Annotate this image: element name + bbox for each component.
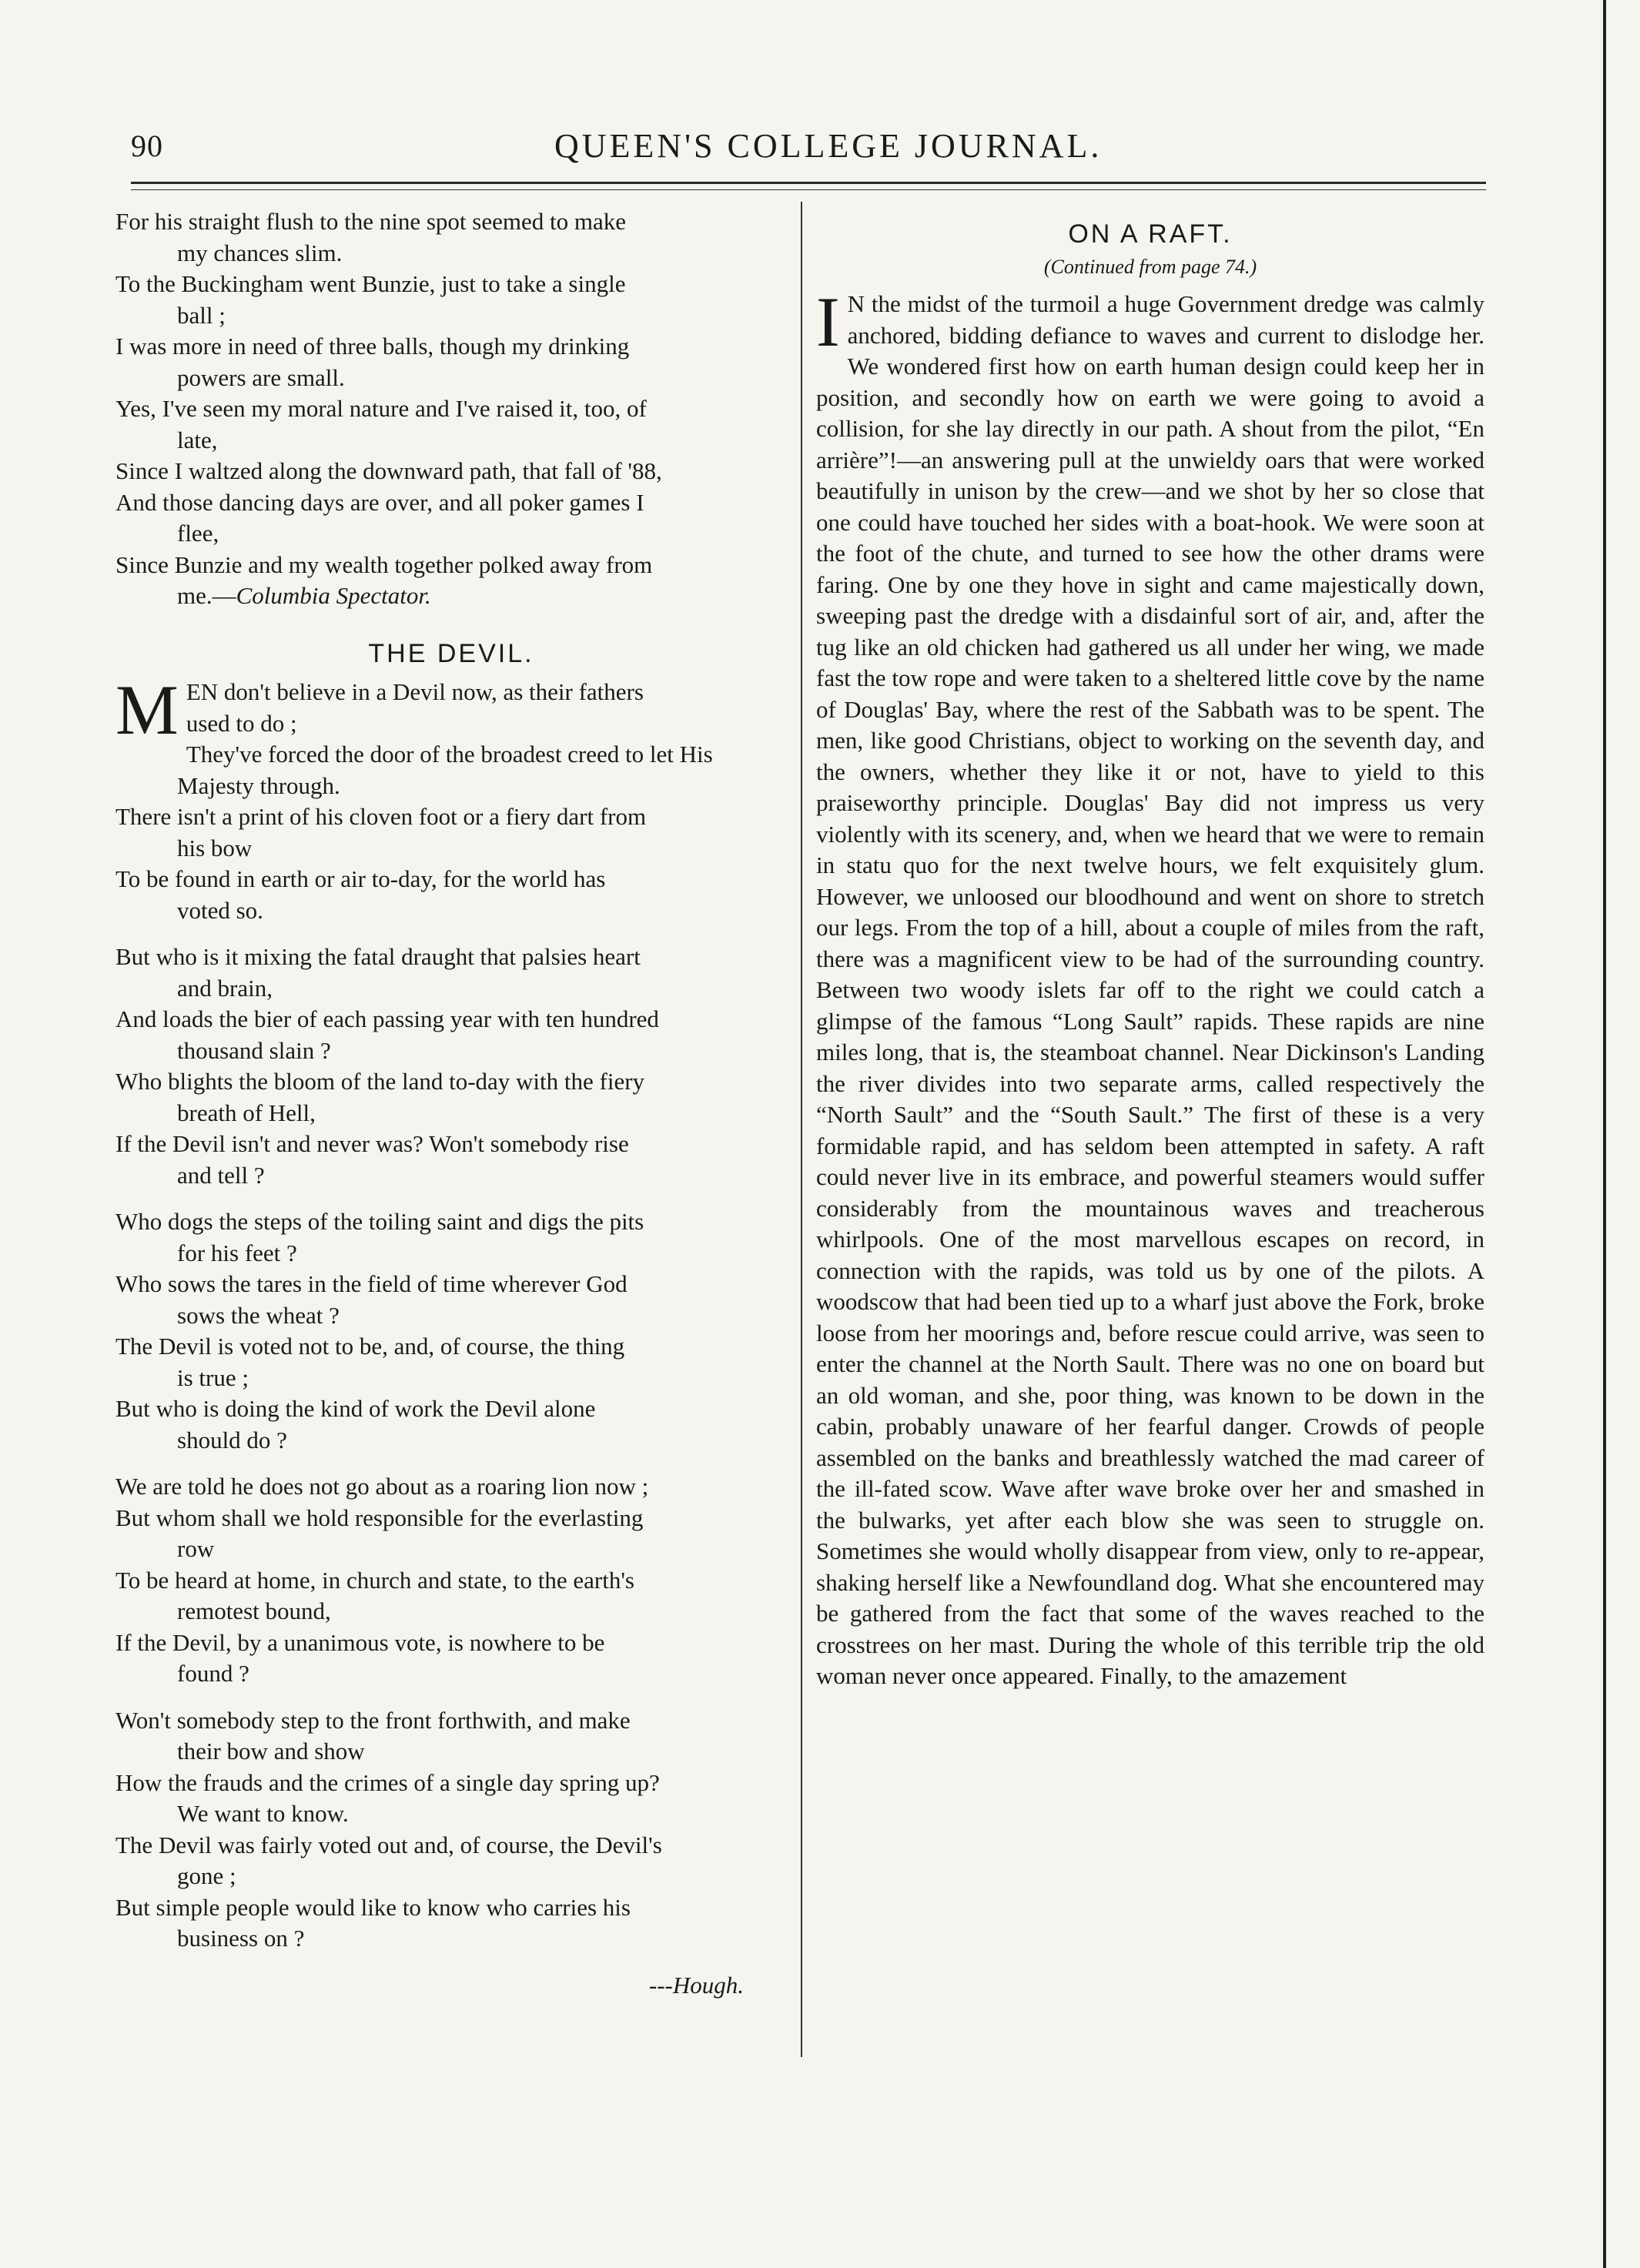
poem-line: MEN don't believe in a Devil now, as their fathers used to do ; xyxy=(115,671,644,749)
drop-cap: I xyxy=(816,283,840,361)
poem-line: The Devil was fairly voted out and, of course, the Devil's gone ; xyxy=(115,1831,662,1889)
poem-line: Won't somebody step to the front forthwith, and make their bow and show xyxy=(115,1706,631,1765)
raft-title: ON A RAFT. xyxy=(1068,219,1233,249)
right-column xyxy=(816,206,1484,1692)
drop-cap: M xyxy=(115,671,179,749)
poem-columbia xyxy=(115,206,787,612)
poem-line: For his straight flush to the nine spot seemed to make my chances slim. xyxy=(115,208,626,266)
poem-line: If the Devil, by a unanimous vote, is nowhere to be found ? xyxy=(115,1628,605,1687)
poem-line: To be heard at home, in church and state, to the earth's remotest bound, xyxy=(115,1566,634,1624)
poem-line: But who is doing the kind of work the Devil alone should do ? xyxy=(115,1395,596,1453)
page-edge-mark xyxy=(1603,0,1606,2268)
poem-line: Who blights the bloom of the land to-day with the fiery breath of Hell, xyxy=(115,1068,645,1126)
poem-line: If the Devil isn't and never was? Won't somebody rise and tell ? xyxy=(115,1130,629,1189)
poem-line: Who sows the tares in the field of time wherever God sows the wheat ? xyxy=(115,1270,628,1329)
devil-stanza xyxy=(115,1471,787,1690)
poem-attribution: Columbia Spectator. xyxy=(236,582,431,609)
page-number: 90 xyxy=(131,129,163,163)
continued-note: (Continued from page 74.) xyxy=(1043,255,1257,278)
poem-line: The Devil is voted not to be, and, of course, the thing is true ; xyxy=(115,1333,625,1391)
header-rule-thin xyxy=(131,189,1486,190)
journal-title: QUEEN'S COLLEGE JOURNAL. xyxy=(554,127,1103,165)
devil-stanza xyxy=(115,1705,787,1955)
left-column xyxy=(115,206,787,2001)
poem-line: To the Buckingham went Bunzie, just to take a single ball ; xyxy=(115,270,626,329)
poem-line: But whom shall we hold responsible for the everlasting row xyxy=(115,1504,644,1562)
poem-line: They've forced the door of the broadest creed to let His Majesty through. xyxy=(177,741,713,799)
poem-line: To be found in earth or air to-day, for the world has voted so. xyxy=(115,865,606,924)
devil-stanza xyxy=(115,671,787,926)
poem-line: Who dogs the steps of the toiling saint and digs the pits for his feet ? xyxy=(115,1208,644,1266)
raft-body xyxy=(816,283,1484,1692)
raft-body-text: N the midst of the turmoil a huge Government dredge was calmly anchored, bidding defiance to waves and current to dislodge her. We wondered first how on earth human design could keep her in position, and secondly how on earth we were going to avoid a collision, for she lay directly in our path. A shout from the pilot, “En arrière”!—an answering pull at the unwieldy oars that were worked beautifully in unison by the crew—and we shot by her so close that one could have touched her sides with a boat-hook. We were soon at the foot of the chute, and turned to see how the other drams were faring. One by one they hove in sight and came majestically down, sweeping past the dredge with a disdainful sort of air, and, after the tug like an old chicken had gathered us all under her wing, we made fast the tow rope and were taken to a sheltered little cove by the name of Douglas' Bay, where the rest of the Sabbath was to be spent. The men, like good Christians, object to working on the seventh day, and the owners, whether they like it or not, have to yield to this praiseworthy principle. Douglas' Bay did not impress us very violently with its scenery, and, when we heard that we were to remain in statu quo for the next twelve hours, we felt exquisitely glum. However, we unloosed our bloodhound and went on shore to stretch our legs. From the top of a hill, about a couple of miles from the raft, there was a magnificent view to be had of the surrounding country. Between two woody islets far off to the right we could catch a glimpse of the famous “Long Sault” rapids. These rapids are nine miles long, that is, the steamboat channel. Near Dickinson's Landing the river divides into two separate arms, called respectively the “North Sault” and the “South Sault.” The first of these is a very formidable rapid, and has seldom been attempted in safety. A raft could never live in its embrace, and powerful steamers would suffer considerably from the mountainous waves and treacherous whirlpools. One of the most marvellous escapes on record, in connection with the rapids, was told us by one of the pilots. A woodscow that had been tied up to a wharf just above the Fork, broke loose from her moorings and, before rescue could arrive, was seen to enter the channel at the North Sault. There was no one on board but an old woman, and she, poor thing, was known to be down in the cabin, probably unaware of her fearful danger. Crowds of people assembled on the banks and breathlessly watched the mad career of the ill-fated scow. Wave after wave broke over her and smashed in the bulwarks, yet after each blow she was seen to struggle on. Sometimes she would wholly disappear from view, only to re-appear, shaking herself like a Newfoundland dog. What she encountered may be gathered from the fact that some of the waves reached to the crosstrees on her mast. During the whole of this terrible trip the old woman never once appeared. Finally, to the amazement xyxy=(816,290,1484,1689)
poem-line: And those dancing days are over, and all poker games I flee, xyxy=(115,488,644,547)
poem-line: And loads the bier of each passing year with ten hundred thousand slain ? xyxy=(115,1005,659,1064)
poem-signature: ---Hough. xyxy=(648,1971,744,1999)
column-divider xyxy=(801,202,802,2057)
poem-line: Since I waltzed along the downward path, that fall of '88, xyxy=(115,457,662,484)
poem-line: But who is it mixing the fatal draught that palsies heart and brain, xyxy=(115,943,641,1002)
poem-line: Since Bunzie and my wealth together polked away from me.—Columbia Spectator. xyxy=(115,550,653,609)
poem-line: But simple people would like to know who carries his business on ? xyxy=(115,1893,631,1952)
poem-line: I was more in need of three balls, though my drinking powers are small. xyxy=(115,333,630,391)
devil-stanza xyxy=(115,942,787,1191)
header-rule xyxy=(131,182,1486,184)
devil-stanza xyxy=(115,1206,787,1456)
page-header xyxy=(123,123,1509,177)
poem-line: How the frauds and the crimes of a single day spring up? We want to know. xyxy=(115,1768,660,1827)
poem-line: There isn't a print of his cloven foot or a fiery dart from his bow xyxy=(115,803,647,861)
poem-line: We are told he does not go about as a roaring lion now ; xyxy=(115,1473,649,1500)
poem-line: Yes, I've seen my moral nature and I've raised it, too, of late, xyxy=(115,395,647,453)
devil-title: THE DEVIL. xyxy=(368,638,534,668)
